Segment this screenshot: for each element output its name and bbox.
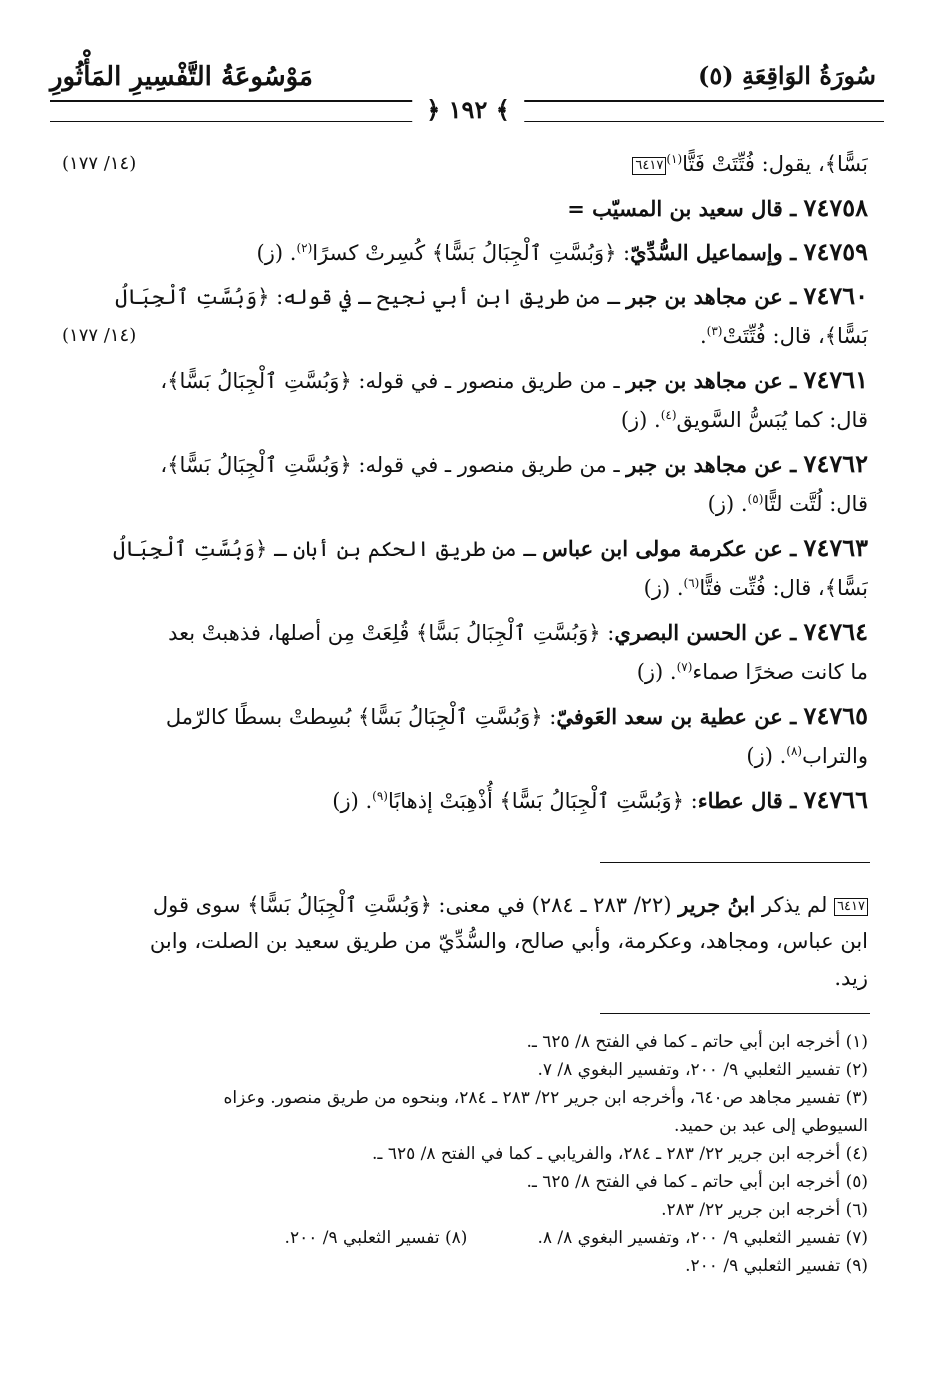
entry-74761 <box>62 360 868 400</box>
entry-number: ٧٤٧٥٨ <box>803 193 868 222</box>
entry-74764 <box>62 612 868 652</box>
entry-number: ٧٤٧٦٥ <box>803 701 868 730</box>
entry-number: ٧٤٧٦١ <box>803 365 868 394</box>
entry-continuation-line <box>62 144 868 184</box>
footnote-ref: (٣) <box>706 324 723 338</box>
entry-tail: . (ز) <box>636 660 677 684</box>
entry-number: ٧٤٧٦٠ <box>803 281 868 310</box>
footnote: (٧) تفسير الثعلبي ٩/ ٢٠٠، وتفسير البغوي ٨/ ٨. <box>537 1228 868 1248</box>
footnote: (٣) تفسير مجاهد ص٦٤٠، وأخرجه ابن جرير ٢٢/ ٢٨٣ ـ ٢٨٤، وبنحوه من طريق منصور. وعزاه <box>223 1088 868 1108</box>
entry-tail: . (ز) <box>643 576 684 600</box>
entry-number: ٧٤٧٥٩ <box>803 237 868 266</box>
entry-text: : ﴿وَبُسَّتِ ٱلْجِبَالُ بَسًّا﴾ أُذْهِبَتْ إذهابًا <box>387 789 698 813</box>
narrator-name: ـ قال عطاء <box>697 788 804 813</box>
entry-text: : ﴿وَبُسَّتِ ٱلْجِبَالُ بَسًّا﴾ قُلِعَتْ مِن أصلها، فذهبتْ بعد <box>168 621 615 645</box>
footnote-ref: (٤) <box>660 408 677 422</box>
entry-text: ـ من طريق ابن أبي نجيح ـ في قوله: ﴿وَبُسَّتِ ٱلْجِبَالُ <box>115 285 627 309</box>
note-line: ابن عباس، ومجاهد، وعكرمة، وأبي صالح، والسُّدِّيّ من طريق سعيد بن الصلت، وابن <box>149 929 868 953</box>
entry-74762-line2 <box>62 484 868 524</box>
narrator-name: ـ عن مجاهد بن جبر <box>626 368 804 393</box>
page-number: ﴾ ١٩٢ ﴿ <box>412 95 524 124</box>
note-marker: ٦٤١٧ <box>632 157 666 175</box>
main-text <box>62 144 868 820</box>
volume-citation: (١٤/ ١٧٧) <box>62 325 137 346</box>
footnote-ref: (٨) <box>786 744 803 758</box>
entry-74760 <box>62 276 868 316</box>
narrator-name: ـ وإسماعيل السُّدِّيّ <box>630 240 804 265</box>
footnotes <box>66 1028 868 1280</box>
narrator-name: ـ عن عطية بن سعد العَوفيّ <box>556 704 804 729</box>
footnote-ref: (٩) <box>372 789 388 803</box>
footnote: (٨) تفسير الثعلبي ٩/ ٢٠٠. <box>284 1228 468 1248</box>
note-text: لم يذكر <box>755 893 835 917</box>
entry-74763-line2 <box>62 568 868 608</box>
entry-tail: . (ز) <box>332 789 373 813</box>
note-separator <box>600 862 870 863</box>
footnote-ref: (٢) <box>296 241 313 255</box>
entry-74764-line2 <box>62 652 868 692</box>
entry-tail: . (ز) <box>256 241 297 265</box>
entry-number: ٧٤٧٦٤ <box>803 617 868 646</box>
note-marker: ٦٤١٧ <box>834 898 868 916</box>
book-title: مَوْسُوعَةُ التَّفْسِيرِ المَأْثُورِ <box>50 62 313 92</box>
entry-text: قال: لُتَّت لتًّا <box>763 492 868 516</box>
footnote-ref: (١) <box>666 152 683 166</box>
entry-74763 <box>62 528 868 568</box>
entry-tail: . <box>699 324 707 348</box>
entry-74758 <box>62 188 868 228</box>
footnote: (٢) تفسير الثعلبي ٩/ ٢٠٠، وتفسير البغوي ٨/ ٧. <box>537 1060 868 1080</box>
footnote: (٦) أخرجه ابن جرير ٢٢/ ٢٨٣. <box>661 1200 868 1220</box>
note-line <box>62 886 868 923</box>
entry-74762 <box>62 444 868 484</box>
entry-text: ـ قال سعيد بن المسيّب = <box>567 196 804 221</box>
entry-text: بَسًّا﴾، قال: فُتِّت فتًّا <box>699 576 868 600</box>
footnote-ref: (٧) <box>676 660 693 674</box>
footnote-continuation: السيوطي إلى عبد بن حميد. <box>673 1116 868 1136</box>
entry-tail: . (ز) <box>620 408 661 432</box>
narrator-name: ـ عن الحسن البصري <box>614 620 804 645</box>
footnote: (٥) أخرجه ابن أبي حاتم ـ كما في الفتح ٨/ ٦٢٥ ـ. <box>526 1172 868 1192</box>
footnote: (٤) أخرجه ابن جرير ٢٢/ ٢٨٣ ـ ٢٨٤، والفريابي ـ كما في الفتح ٨/ ٦٢٥ ـ. <box>372 1144 868 1164</box>
entry-text: : ﴿وَبُسَّتِ ٱلْجِبَالُ بَسًّا﴾ كُسِرتْ كسرًا <box>312 241 631 265</box>
entry-number: ٧٤٧٦٢ <box>803 449 868 478</box>
narrator-name: ـ عن عكرمة مولى ابن عباس <box>542 536 804 561</box>
entry-tail: . (ز) <box>746 744 787 768</box>
footnote-ref: (٦) <box>683 576 700 590</box>
surah-title: سُورَةُ الوَاقِعَةِ (٥) <box>698 61 876 90</box>
entry-74765-line2 <box>62 736 868 776</box>
note-author: ابنُ جرير <box>678 892 756 917</box>
entry-text: : ﴿وَبُسَّتِ ٱلْجِبَالُ بَسًّا﴾ بُسِطتْ بسطًا كالرّمل <box>165 705 557 729</box>
narrator-name: ـ عن مجاهد بن جبر <box>626 452 804 477</box>
entry-74766 <box>62 780 868 820</box>
entry-74760-line2 <box>62 316 868 356</box>
note-line: زيد. <box>834 966 868 990</box>
entry-text: قال: كما يُبَسُّ السَّويق <box>676 408 868 432</box>
entry-74761-line2 <box>62 400 868 440</box>
footnote-separator <box>600 1013 870 1014</box>
footnote-pair <box>66 1224 868 1252</box>
editorial-note <box>62 886 868 997</box>
entry-text: ـ من طريق منصور ـ في قوله: ﴿وَبُسَّتِ ٱلْجِبَالُ بَسًّا﴾، <box>160 369 627 393</box>
entry-74759 <box>62 232 868 272</box>
entry-74765 <box>62 696 868 736</box>
note-text: (٢٢/ ٢٨٣ ـ ٢٨٤) في معنى: ﴿وَبُسَّتِ ٱلْجِبَالُ بَسًّا﴾ سوى قول <box>152 893 679 917</box>
entry-text: بَسًّا﴾، يقول: فُتِّتَتْ فَتًّا <box>682 152 868 176</box>
entry-tail: . (ز) <box>707 492 748 516</box>
footnote: (١) أخرجه ابن أبي حاتم ـ كما في الفتح ٨/ ٦٢٥ ـ. <box>526 1032 868 1052</box>
narrator-name: ـ عن مجاهد بن جبر <box>626 284 804 309</box>
entry-number: ٧٤٧٦٦ <box>803 785 868 814</box>
entry-text: ـ من طريق الحكم بن أبان ـ ﴿وَبُسَّتِ ٱلْجِبَالُ <box>113 537 543 561</box>
footnote-ref: (٥) <box>747 492 764 506</box>
footnote: (٩) تفسير الثعلبي ٩/ ٢٠٠. <box>685 1256 868 1276</box>
entry-text: ما كانت صخرًا صماء <box>692 660 868 684</box>
entry-text: ـ من طريق منصور ـ في قوله: ﴿وَبُسَّتِ ٱلْجِبَالُ بَسًّا﴾، <box>160 453 627 477</box>
volume-citation: (١٤/ ١٧٧) <box>62 153 137 174</box>
entry-text: بَسًّا﴾، قال: فُتِّتَتْ <box>722 324 868 348</box>
entry-number: ٧٤٧٦٣ <box>803 533 868 562</box>
entry-text: والتراب <box>802 744 868 768</box>
